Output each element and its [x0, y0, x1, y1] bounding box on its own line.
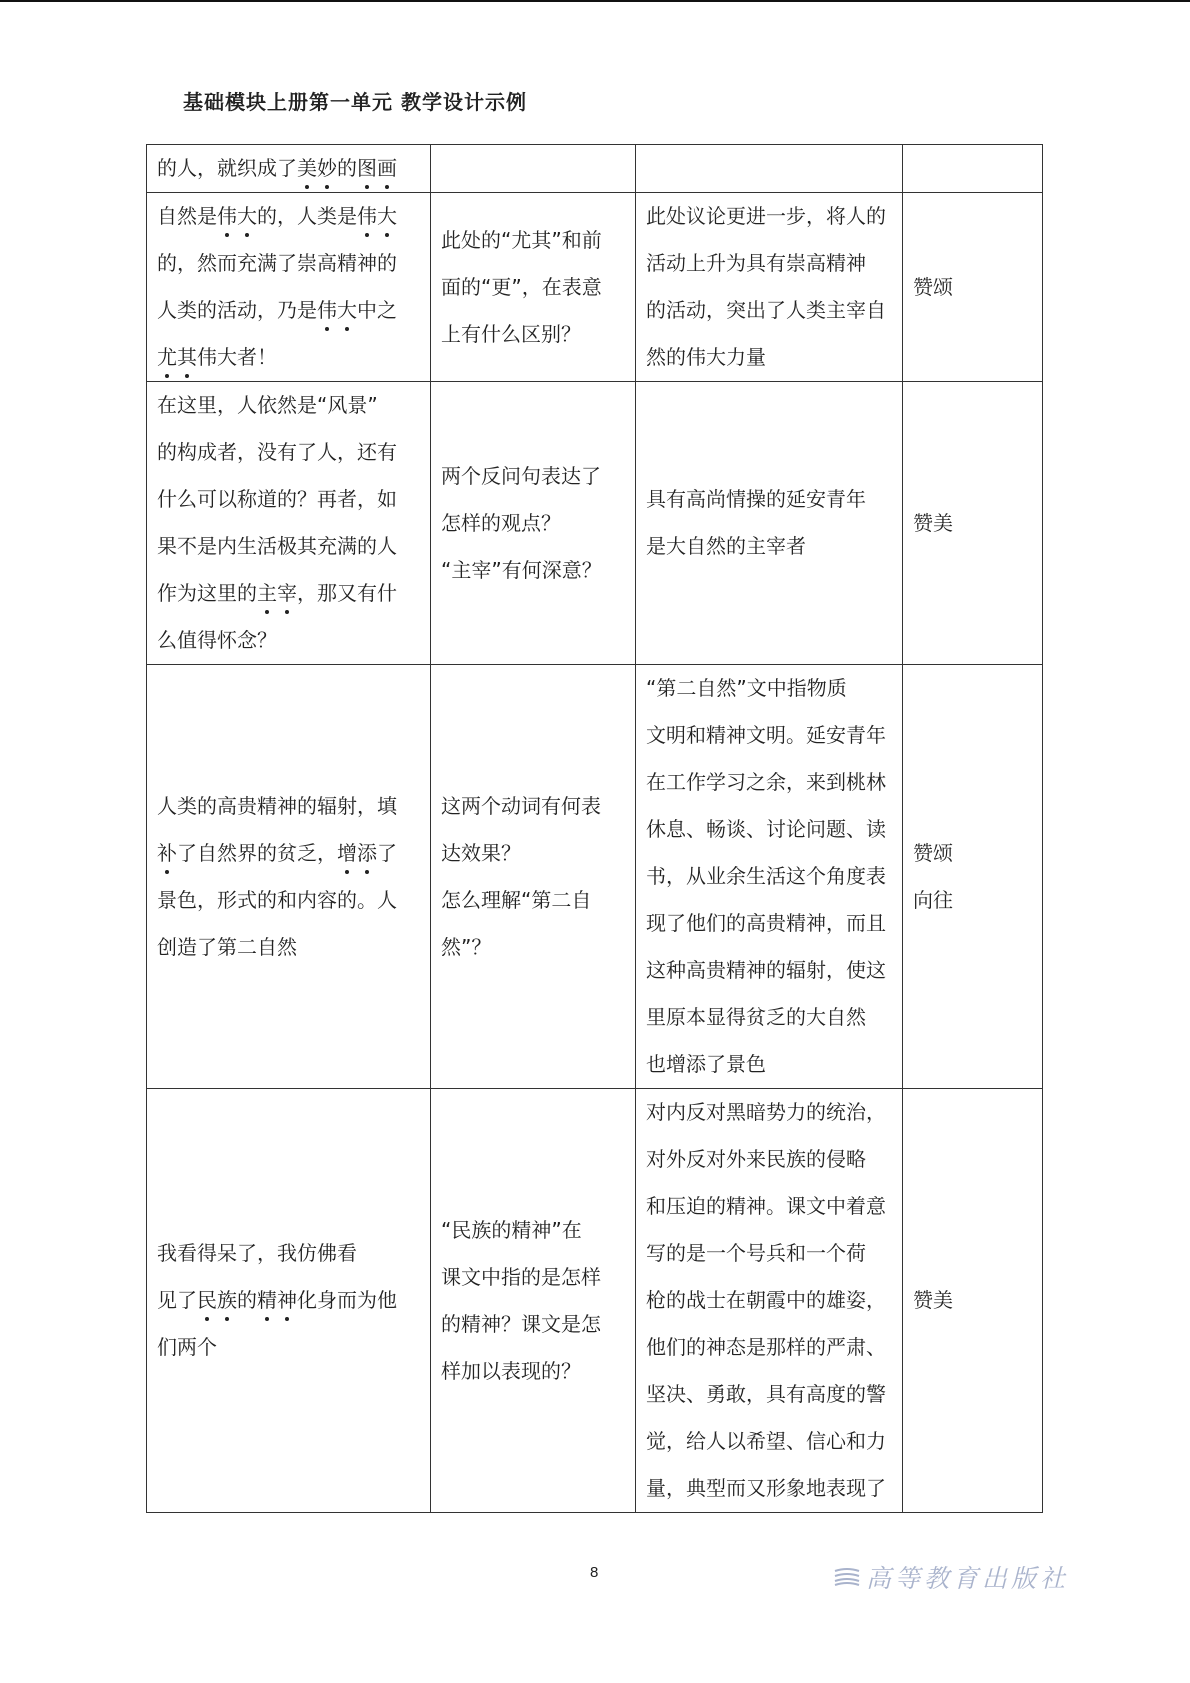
cell-line: 赞美 [913, 510, 953, 535]
cell-line: 他们的神态是那样的严肃、 [646, 1335, 886, 1359]
publisher-logo-icon [834, 1567, 860, 1587]
cell-line: 此处议论更进一步，将人的 [646, 204, 886, 228]
emphasis-char: 妙 [317, 145, 337, 192]
publisher-mark [834, 1559, 1069, 1595]
emphasis-char: 补 [157, 830, 177, 877]
cell-text [147, 665, 431, 1089]
cell-line: 文明和精神文明。延安青年 [646, 723, 886, 747]
cell-text [147, 145, 431, 193]
cell-line: 作为这里的主宰，那又有什 [157, 570, 420, 617]
emphasis-char: 画 [377, 145, 397, 192]
cell-line: 量，典型而又形象地表现了 [646, 1476, 886, 1500]
table-row [147, 382, 1043, 665]
cell-line: 景色，形式的和内容的。人 [157, 887, 397, 912]
cell-text [147, 382, 431, 665]
emphasis-char: 尤 [157, 334, 177, 381]
cell-line: 写的是一个号兵和一个荷 [646, 1241, 866, 1265]
table-row [147, 665, 1043, 1089]
cell-line: 我看得呆了，我仿佛看 [157, 1241, 357, 1265]
table-row [147, 1089, 1043, 1513]
cell-line: 然”？ [441, 934, 492, 959]
cell-question [431, 1089, 636, 1513]
cell-line: 上有什么区别？ [441, 321, 581, 346]
emphasis-char: 大 [377, 193, 397, 240]
cell-line: 对外反对外来民族的侵略 [646, 1147, 866, 1171]
cell-line: 是大自然的主宰者 [646, 534, 806, 558]
cell-emotion [903, 145, 1043, 193]
cell-line: 和压迫的精神。课文中着意 [646, 1194, 886, 1218]
cell-line: 补了自然界的贫乏，增添了 [157, 830, 420, 877]
cell-emotion [903, 382, 1043, 665]
cell-line: 自然是伟大的，人类是伟大 [157, 193, 420, 240]
cell-line: 面的“更”，在表意 [441, 274, 602, 299]
cell-line: 这两个动词有何表 [441, 793, 601, 818]
cell-emotion [903, 1089, 1043, 1513]
emphasis-char: 增 [337, 830, 357, 877]
emphasis-char: 大 [337, 287, 357, 334]
cell-line: 人类的高贵精神的辐射，填 [157, 793, 397, 818]
cell-line: 么值得怀念？ [157, 628, 277, 652]
cell-line: 这种高贵精神的辐射，使这 [646, 958, 886, 982]
cell-line: 活动上升为具有崇高精神 [646, 251, 866, 275]
cell-line: 也增添了景色 [646, 1052, 766, 1076]
cell-line: 达效果？ [441, 840, 521, 865]
cell-analysis [636, 1089, 903, 1513]
emphasis-char: 伟 [217, 193, 237, 240]
cell-text [147, 1089, 431, 1513]
cell-line: 创造了第二自然 [157, 934, 297, 959]
cell-line: 的精神？课文是怎 [441, 1311, 601, 1336]
page-header: 基础模块上册第一单元 教学设计示例 [183, 90, 527, 114]
cell-line: 的人，就织成了美妙的图画 [157, 145, 420, 192]
emphasis-char: 伟 [317, 287, 337, 334]
cell-line: 人类的活动，乃是伟大中之 [157, 287, 420, 334]
cell-analysis [636, 665, 903, 1089]
cell-line: 休息、畅谈、讨论问题、读 [646, 817, 886, 841]
emphasis-char: 民 [197, 1277, 217, 1324]
cell-line: 在这里，人依然是“风景” [157, 393, 378, 417]
cell-line: 向往 [913, 887, 953, 912]
cell-line: 课文中指的是怎样 [441, 1264, 601, 1289]
top-rule [0, 0, 1190, 2]
cell-line: 具有高尚情操的延安青年 [646, 487, 866, 511]
cell-line: 的，然而充满了崇高精神的 [157, 251, 397, 275]
cell-analysis [636, 145, 903, 193]
emphasis-char: 精 [257, 1277, 277, 1324]
publisher-name: 高等教育出版社 [866, 1564, 1070, 1593]
cell-line: 现了他们的高贵精神，而且 [646, 911, 886, 935]
cell-line: 赞颂 [913, 840, 953, 865]
cell-line: 对内反对黑暗势力的统治， [646, 1100, 886, 1124]
cell-line: 怎样的观点？ [441, 510, 561, 535]
cell-line: 见了民族的精神化身而为他 [157, 1277, 420, 1324]
cell-question [431, 145, 636, 193]
emphasis-char: 美 [297, 145, 317, 192]
emphasis-char: 族 [217, 1277, 237, 1324]
cell-line: 什么可以称道的？再者，如 [157, 487, 397, 511]
cell-line: 赞美 [913, 1288, 953, 1312]
cell-line: 尤其伟大者！ [157, 334, 420, 381]
cell-line: 们两个 [157, 1335, 217, 1359]
emphasis-char: 伟 [357, 193, 377, 240]
cell-line: 在工作学习之余，来到桃林 [646, 770, 886, 794]
cell-emotion [903, 665, 1043, 1089]
cell-question [431, 665, 636, 1089]
cell-analysis [636, 382, 903, 665]
cell-line: “主宰”有何深意？ [441, 557, 602, 582]
emphasis-char: 神 [277, 1277, 297, 1324]
table-row [147, 193, 1043, 382]
cell-analysis [636, 193, 903, 382]
emphasis-char: 添 [357, 830, 377, 877]
cell-line: 坚决、勇敢，具有高度的警 [646, 1382, 886, 1406]
cell-question [431, 193, 636, 382]
emphasis-char: 宰 [277, 570, 297, 617]
cell-question [431, 382, 636, 665]
table-row [147, 145, 1043, 193]
cell-line: “民族的精神”在 [441, 1217, 582, 1242]
cell-line: 怎么理解“第二自 [441, 887, 592, 912]
page-number: 8 [590, 1564, 599, 1581]
cell-line: “第二自然”文中指物质 [646, 676, 847, 700]
cell-line: 枪的战士在朝霞中的雄姿， [646, 1288, 886, 1312]
cell-line: 觉，给人以希望、信心和力 [646, 1429, 886, 1453]
cell-emotion [903, 193, 1043, 382]
cell-line: 样加以表现的？ [441, 1358, 581, 1383]
cell-text [147, 193, 431, 382]
emphasis-char: 其 [177, 334, 197, 381]
cell-line: 然的伟大力量 [646, 345, 766, 369]
cell-line: 此处的“尤其”和前 [441, 227, 602, 252]
cell-line: 里原本显得贫乏的大自然 [646, 1005, 866, 1029]
cell-line: 的构成者，没有了人，还有 [157, 440, 397, 464]
lesson-table [146, 144, 1043, 1513]
cell-line: 两个反问句表达了 [441, 463, 601, 488]
cell-line: 果不是内生活极其充满的人 [157, 534, 397, 558]
emphasis-char: 图 [357, 145, 377, 192]
emphasis-char: 大 [237, 193, 257, 240]
cell-line: 的活动，突出了人类主宰自 [646, 298, 886, 322]
emphasis-char: 主 [257, 570, 277, 617]
cell-line: 赞颂 [913, 274, 953, 299]
cell-line: 书，从业余生活这个角度表 [646, 864, 886, 888]
